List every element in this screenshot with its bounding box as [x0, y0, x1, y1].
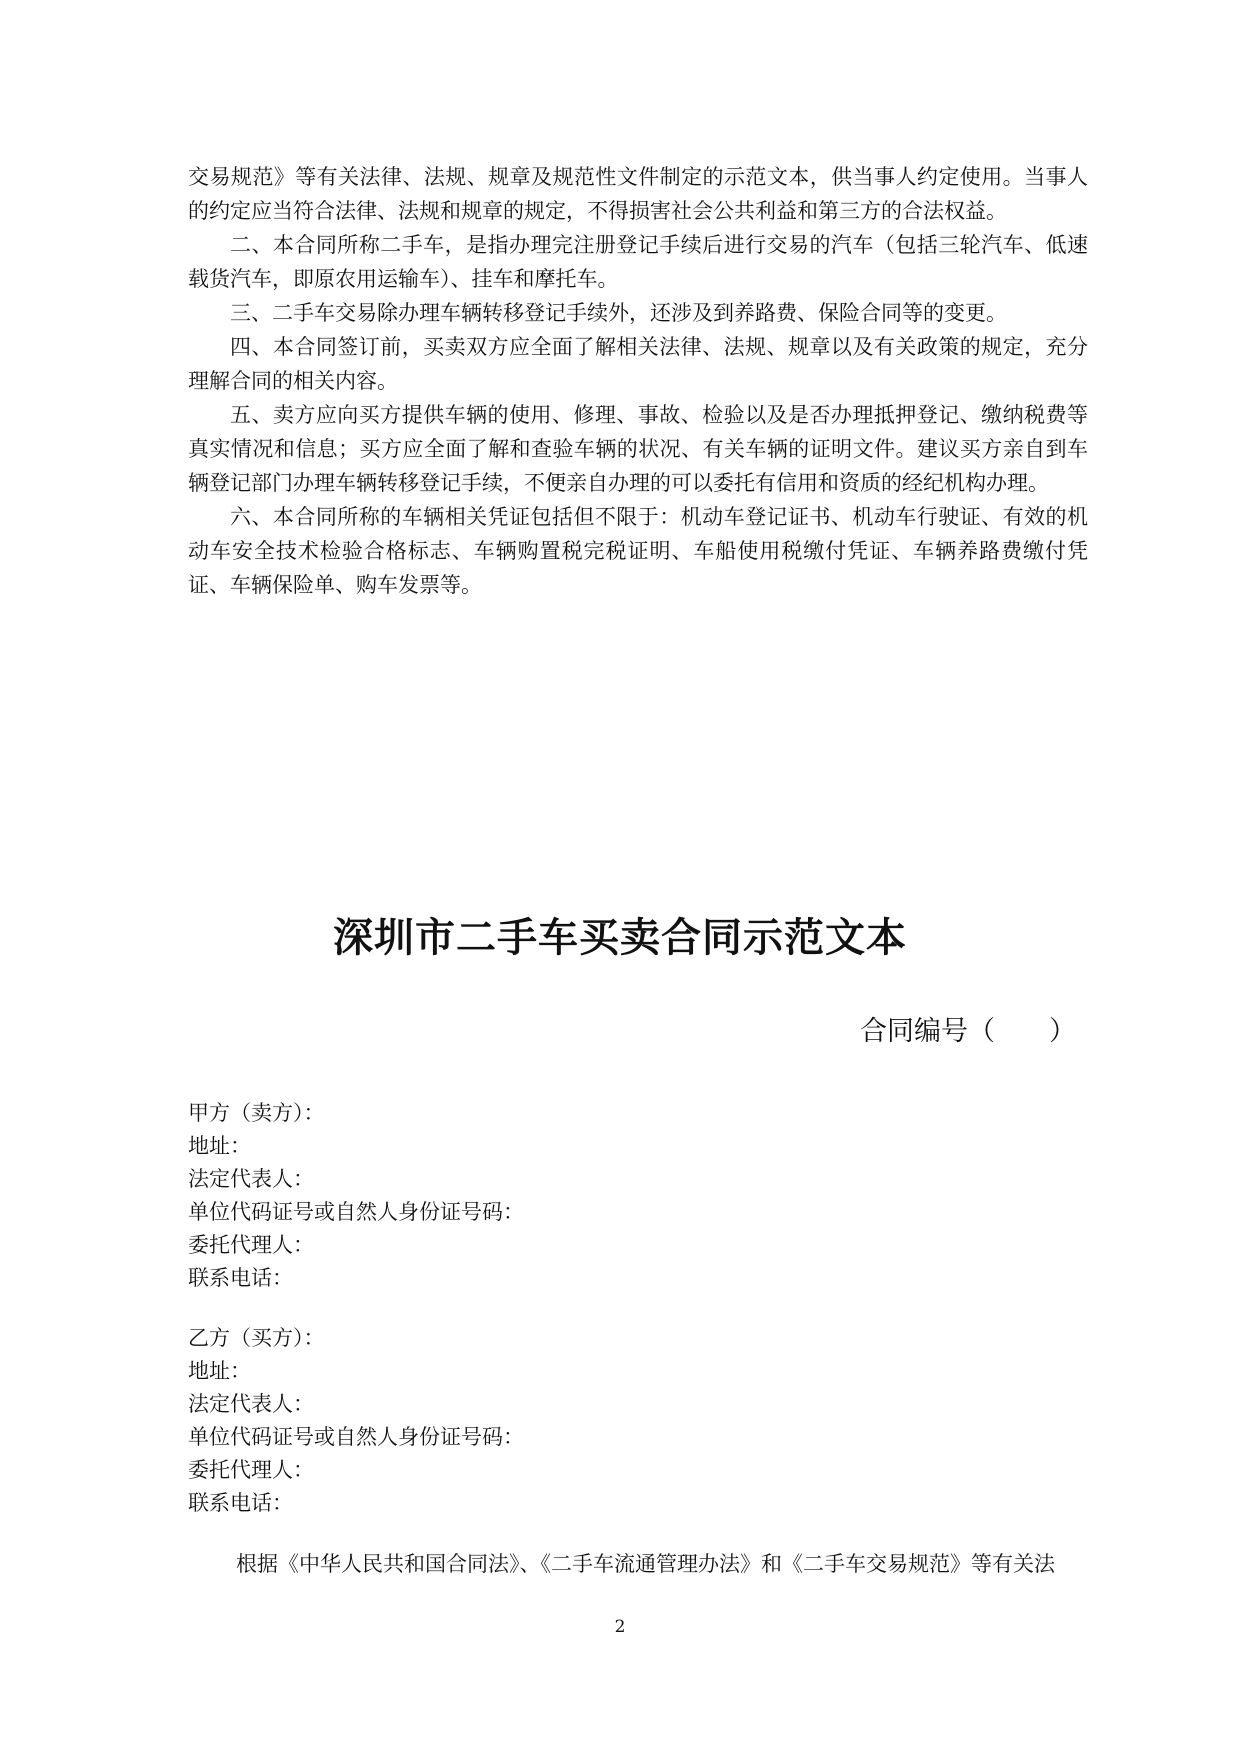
- party-b-legal-rep: 法定代表人：: [188, 1392, 314, 1416]
- page-number: 2: [614, 1617, 626, 1637]
- intro-paragraph-continued: 交易规范》等有关法律、法规、规章及规范性文件制定的示范文本，供当事人约定使用。当事人的约定应当符合法律、法规和规章的规定，不得损害社会公共利益和第三方的合法权益。: [188, 165, 1088, 223]
- party-a-heading: 甲方（卖方）：: [188, 1101, 325, 1125]
- intro-paragraph-4: 四、本合同签订前，买卖双方应全面了解相关法律、法规、规章以及有关政策的规定，充分理解合同的相关内容。: [188, 335, 1088, 393]
- intro-paragraph-2: 二、本合同所称二手车，是指办理完注册登记手续后进行交易的汽车（包括三轮汽车、低速载货汽车，即原农用运输车）、挂车和摩托车。: [188, 233, 1088, 291]
- party-b-agent: 委托代理人：: [188, 1458, 314, 1482]
- contract-number: 合同编号（ ）: [860, 1016, 1076, 1047]
- party-a-id-code: 单位代码证号或自然人身份证号码：: [188, 1200, 524, 1224]
- party-a-agent: 委托代理人：: [188, 1233, 314, 1257]
- intro-paragraph-5: 五、卖方应向买方提供车辆的使用、修理、事故、检验以及是否办理抵押登记、缴纳税费等真实情况和信息；买方应全面了解和查验车辆的状况、有关车辆的证明文件。建议买方亲自到车辆登记部门办理车辆转移登记手续，不便亲自办理的可以委托有信用和资质的经纪机构办理。: [188, 403, 1088, 495]
- intro-paragraph-3: 三、二手车交易除办理车辆转移登记手续外，还涉及到养路费、保险合同等的变更。: [230, 301, 1007, 325]
- party-b-phone: 联系电话：: [188, 1491, 293, 1515]
- closing-paragraph: 根据《中华人民共和国合同法》、《二手车流通管理办法》和《二手车交易规范》等有关法: [236, 1552, 1055, 1576]
- intro-section: [188, 160, 1088, 602]
- party-b-id-code: 单位代码证号或自然人身份证号码：: [188, 1425, 524, 1449]
- party-b-address: 地址：: [188, 1359, 251, 1383]
- party-a-legal-rep: 法定代表人：: [188, 1167, 314, 1191]
- party-a-block: [188, 1097, 988, 1295]
- party-b-heading: 乙方（买方）：: [188, 1326, 325, 1350]
- party-a-phone: 联系电话：: [188, 1266, 293, 1290]
- party-a-address: 地址：: [188, 1134, 251, 1158]
- intro-paragraph-6: 六、本合同所称的车辆相关凭证包括但不限于：机动车登记证书、机动车行驶证、有效的机动车安全技术检验合格标志、车辆购置税完税证明、车船使用税缴付凭证、车辆养路费缴付凭证、车辆保险单、购车发票等。: [188, 505, 1088, 597]
- party-b-block: [188, 1322, 988, 1520]
- contract-title: 深圳市二手车买卖合同示范文本: [333, 915, 907, 961]
